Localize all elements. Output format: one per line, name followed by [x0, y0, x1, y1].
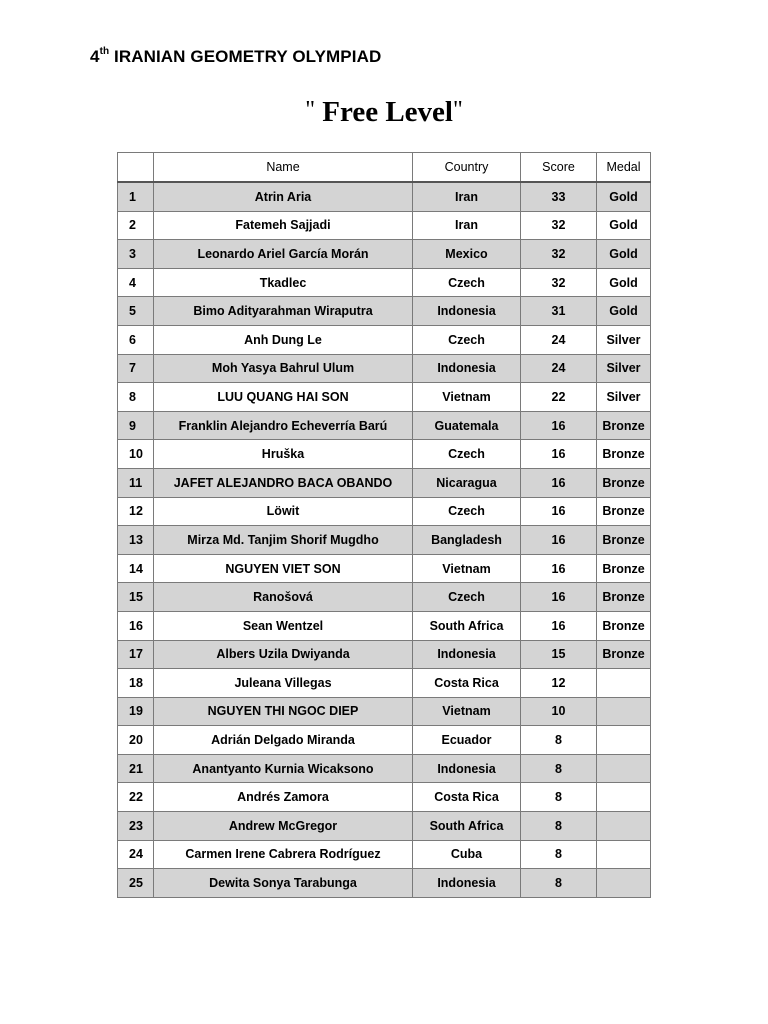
cell-rank: 2 — [118, 211, 154, 240]
cell-medal — [597, 783, 651, 812]
cell-medal: Gold — [597, 297, 651, 326]
cell-rank: 12 — [118, 497, 154, 526]
cell-medal: Bronze — [597, 611, 651, 640]
cell-name: Andrew McGregor — [154, 812, 413, 841]
cell-medal — [597, 812, 651, 841]
cell-score: 16 — [521, 468, 597, 497]
cell-medal: Bronze — [597, 440, 651, 469]
cell-score: 8 — [521, 812, 597, 841]
cell-score: 24 — [521, 325, 597, 354]
cell-rank: 14 — [118, 554, 154, 583]
document-header — [90, 47, 381, 67]
cell-country: Czech — [413, 583, 521, 612]
cell-rank: 17 — [118, 640, 154, 669]
results-table — [117, 152, 651, 898]
cell-rank: 25 — [118, 869, 154, 898]
cell-name: Sean Wentzel — [154, 611, 413, 640]
cell-medal: Gold — [597, 211, 651, 240]
cell-medal: Bronze — [597, 497, 651, 526]
cell-country: Czech — [413, 268, 521, 297]
cell-country: Bangladesh — [413, 526, 521, 555]
cell-score: 32 — [521, 211, 597, 240]
cell-name: Dewita Sonya Tarabunga — [154, 869, 413, 898]
cell-country: Costa Rica — [413, 669, 521, 698]
cell-rank: 21 — [118, 754, 154, 783]
cell-country: Indonesia — [413, 640, 521, 669]
cell-rank: 24 — [118, 840, 154, 869]
table-row — [118, 211, 651, 240]
cell-rank: 22 — [118, 783, 154, 812]
cell-name: Anantyanto Kurnia Wicaksono — [154, 754, 413, 783]
cell-score: 32 — [521, 268, 597, 297]
cell-rank: 4 — [118, 268, 154, 297]
cell-country: Czech — [413, 440, 521, 469]
cell-rank: 15 — [118, 583, 154, 612]
cell-score: 24 — [521, 354, 597, 383]
table-row — [118, 554, 651, 583]
column-header-score: Score — [521, 153, 597, 183]
cell-name: Andrés Zamora — [154, 783, 413, 812]
cell-name: Bimo Adityarahman Wiraputra — [154, 297, 413, 326]
cell-country: Indonesia — [413, 354, 521, 383]
cell-score: 32 — [521, 240, 597, 269]
cell-score: 8 — [521, 840, 597, 869]
cell-name: NGUYEN THI NGOC DIEP — [154, 697, 413, 726]
cell-score: 16 — [521, 440, 597, 469]
cell-medal: Gold — [597, 240, 651, 269]
table-row — [118, 697, 651, 726]
cell-name: JAFET ALEJANDRO BACA OBANDO — [154, 468, 413, 497]
cell-country: Indonesia — [413, 297, 521, 326]
cell-name: Tkadlec — [154, 268, 413, 297]
table-row — [118, 297, 651, 326]
table-row — [118, 440, 651, 469]
cell-name: Ranošová — [154, 583, 413, 612]
cell-score: 10 — [521, 697, 597, 726]
cell-name: Juleana Villegas — [154, 669, 413, 698]
column-header-medal: Medal — [597, 153, 651, 183]
cell-score: 8 — [521, 783, 597, 812]
cell-country: Costa Rica — [413, 783, 521, 812]
cell-score: 22 — [521, 383, 597, 412]
cell-score: 16 — [521, 611, 597, 640]
cell-medal — [597, 840, 651, 869]
table-row — [118, 869, 651, 898]
table-row — [118, 497, 651, 526]
cell-name: NGUYEN VIET SON — [154, 554, 413, 583]
cell-medal: Bronze — [597, 526, 651, 555]
cell-medal — [597, 669, 651, 698]
level-open-quote: " — [305, 97, 316, 123]
cell-country: Iran — [413, 182, 521, 211]
table-row — [118, 411, 651, 440]
cell-name: Mirza Md. Tanjim Shorif Mugdho — [154, 526, 413, 555]
cell-country: Indonesia — [413, 754, 521, 783]
level-title-text: Free Level — [322, 96, 453, 128]
table-row — [118, 754, 651, 783]
cell-country: South Africa — [413, 611, 521, 640]
table-row — [118, 669, 651, 698]
column-header-rank — [118, 153, 154, 183]
cell-rank: 6 — [118, 325, 154, 354]
cell-rank: 9 — [118, 411, 154, 440]
cell-medal — [597, 754, 651, 783]
cell-rank: 10 — [118, 440, 154, 469]
cell-country: South Africa — [413, 812, 521, 841]
cell-medal: Gold — [597, 182, 651, 211]
cell-score: 16 — [521, 497, 597, 526]
cell-medal: Silver — [597, 354, 651, 383]
cell-name: Albers Uzila Dwiyanda — [154, 640, 413, 669]
table-row — [118, 325, 651, 354]
cell-score: 33 — [521, 182, 597, 211]
level-title — [0, 96, 768, 129]
cell-score: 16 — [521, 554, 597, 583]
table-row — [118, 583, 651, 612]
cell-country: Czech — [413, 497, 521, 526]
cell-name: Carmen Irene Cabrera Rodríguez — [154, 840, 413, 869]
cell-rank: 3 — [118, 240, 154, 269]
cell-name: Atrin Aria — [154, 182, 413, 211]
column-header-name: Name — [154, 153, 413, 183]
cell-medal: Bronze — [597, 468, 651, 497]
cell-country: Vietnam — [413, 383, 521, 412]
cell-score: 8 — [521, 754, 597, 783]
cell-name: LUU QUANG HAI SON — [154, 383, 413, 412]
table-row — [118, 182, 651, 211]
header-title-text: IRANIAN GEOMETRY OLYMPIAD — [114, 47, 382, 66]
table-row — [118, 354, 651, 383]
table-row — [118, 268, 651, 297]
cell-rank: 13 — [118, 526, 154, 555]
header-ordinal-suffix: th — [99, 46, 110, 58]
table-row — [118, 240, 651, 269]
cell-medal — [597, 726, 651, 755]
cell-medal: Bronze — [597, 411, 651, 440]
cell-country: Indonesia — [413, 869, 521, 898]
cell-name: Adrián Delgado Miranda — [154, 726, 413, 755]
cell-country: Nicaragua — [413, 468, 521, 497]
cell-country: Iran — [413, 211, 521, 240]
cell-rank: 11 — [118, 468, 154, 497]
cell-name: Leonardo Ariel García Morán — [154, 240, 413, 269]
cell-rank: 19 — [118, 697, 154, 726]
cell-medal: Bronze — [597, 583, 651, 612]
table-row — [118, 611, 651, 640]
table-row — [118, 726, 651, 755]
cell-rank: 20 — [118, 726, 154, 755]
cell-rank: 16 — [118, 611, 154, 640]
cell-medal — [597, 869, 651, 898]
cell-medal: Gold — [597, 268, 651, 297]
cell-rank: 7 — [118, 354, 154, 383]
cell-medal: Bronze — [597, 640, 651, 669]
cell-rank: 18 — [118, 669, 154, 698]
cell-name: Fatemeh Sajjadi — [154, 211, 413, 240]
cell-medal — [597, 697, 651, 726]
cell-score: 16 — [521, 526, 597, 555]
cell-name: Hruška — [154, 440, 413, 469]
cell-country: Vietnam — [413, 697, 521, 726]
cell-rank: 5 — [118, 297, 154, 326]
header-ordinal: 4 — [90, 47, 100, 66]
table-row — [118, 783, 651, 812]
table-row — [118, 383, 651, 412]
cell-score: 12 — [521, 669, 597, 698]
cell-medal: Bronze — [597, 554, 651, 583]
cell-name: Franklin Alejandro Echeverría Barú — [154, 411, 413, 440]
cell-score: 31 — [521, 297, 597, 326]
cell-score: 16 — [521, 411, 597, 440]
cell-rank: 23 — [118, 812, 154, 841]
table-row — [118, 468, 651, 497]
cell-country: Mexico — [413, 240, 521, 269]
cell-medal: Silver — [597, 383, 651, 412]
level-close-quote: " — [452, 97, 463, 123]
cell-score: 15 — [521, 640, 597, 669]
table-row — [118, 840, 651, 869]
cell-rank: 8 — [118, 383, 154, 412]
cell-name: Anh Dung Le — [154, 325, 413, 354]
cell-name: Löwit — [154, 497, 413, 526]
table-row — [118, 640, 651, 669]
cell-rank: 1 — [118, 182, 154, 211]
table-row — [118, 526, 651, 555]
cell-score: 16 — [521, 583, 597, 612]
results-table-body — [118, 182, 651, 897]
cell-name: Moh Yasya Bahrul Ulum — [154, 354, 413, 383]
cell-score: 8 — [521, 869, 597, 898]
cell-medal: Silver — [597, 325, 651, 354]
cell-country: Vietnam — [413, 554, 521, 583]
cell-country: Ecuador — [413, 726, 521, 755]
cell-score: 8 — [521, 726, 597, 755]
table-row — [118, 812, 651, 841]
table-header-row — [118, 153, 651, 183]
cell-country: Czech — [413, 325, 521, 354]
cell-country: Cuba — [413, 840, 521, 869]
column-header-country: Country — [413, 153, 521, 183]
cell-country: Guatemala — [413, 411, 521, 440]
